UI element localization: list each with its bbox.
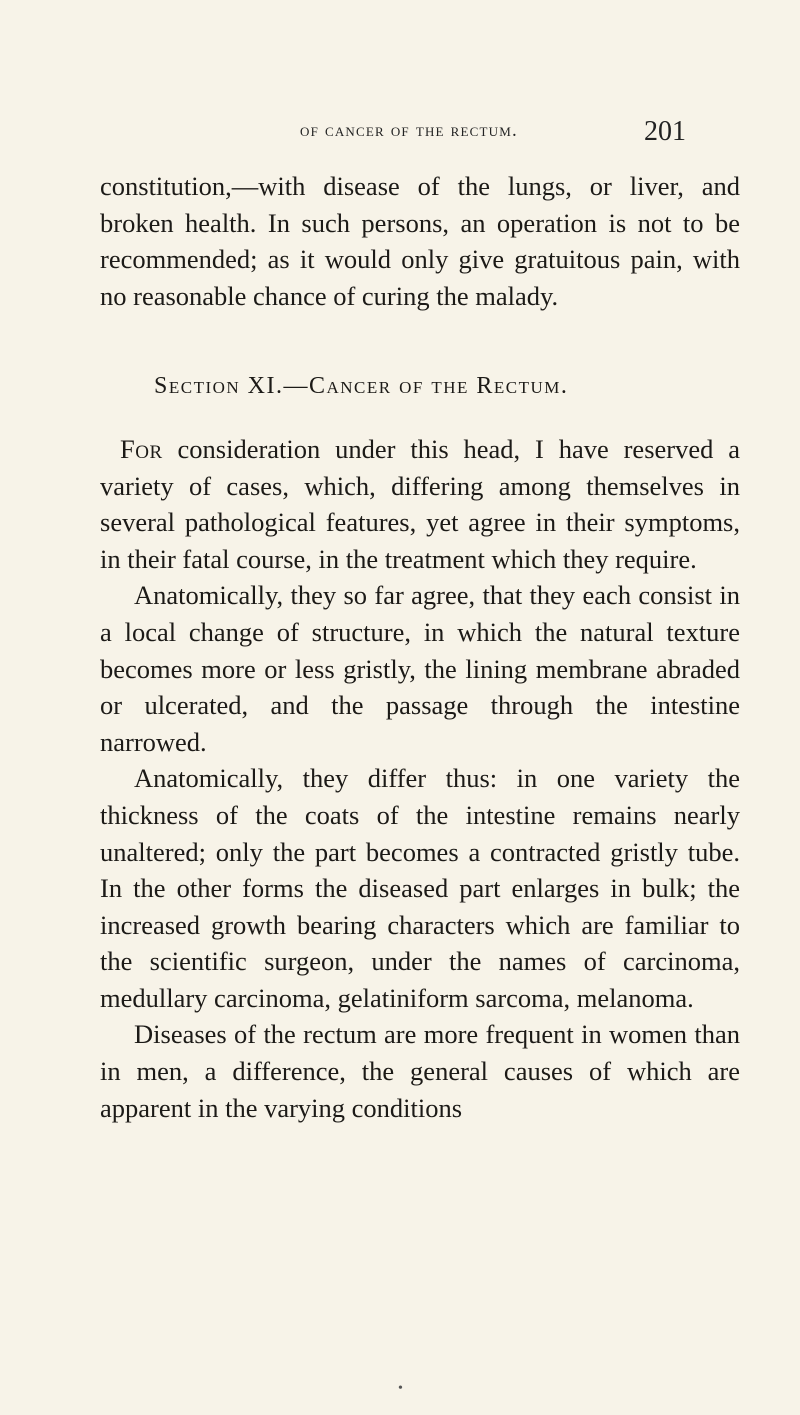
paragraph-intro-text: consideration under this head, I have reserved a variety of cases, which, differing among themselves in several pathological features, yet agree in their symptoms, in their fatal course, in the treatment which they require. [100, 433, 740, 574]
paragraph-intro [100, 431, 740, 577]
section-heading: Section XI.—Cancer of the Rectum. [154, 373, 569, 400]
printer-mark: • [398, 1381, 403, 1396]
page-number: 201 [644, 116, 686, 147]
running-title: of cancer of the rectum. [300, 120, 518, 141]
paragraph-anatomy-differ: Anatomically, they differ thus: in one variety the thickness of the coats of the intestine remains nearly unaltered; only the part becomes a contracted gristly tube. In the other forms the diseased part enlarges in bulk; the increased growth bearing characters which are familiar to the scientific surgeon, under the names of carcinoma, medullary carcinoma, gelatiniform sarcoma, melanoma. [100, 763, 740, 1013]
paragraph-diseases: Diseases of the rectum are more frequent in women than in men, a difference, the general causes of which are apparent in the varying conditions [100, 1019, 740, 1123]
paragraph-anatomy-agree: Anatomically, they so far agree, that they each consist in a local change of structure, in which the natural texture becomes more or less gristly, the lining membrane abraded or ulcerated, and the passage through the intestine narrowed. [100, 580, 740, 757]
body-text [100, 168, 740, 1126]
running-head [0, 116, 800, 156]
lead-word: For [120, 433, 163, 464]
paragraph-continuation: constitution,—with disease of the lungs, or liver, and broken health. In such persons, an operation is not to be recommended; as it would only give gratuitous pain, with no reasonable chance of curing the malady. [100, 171, 740, 311]
